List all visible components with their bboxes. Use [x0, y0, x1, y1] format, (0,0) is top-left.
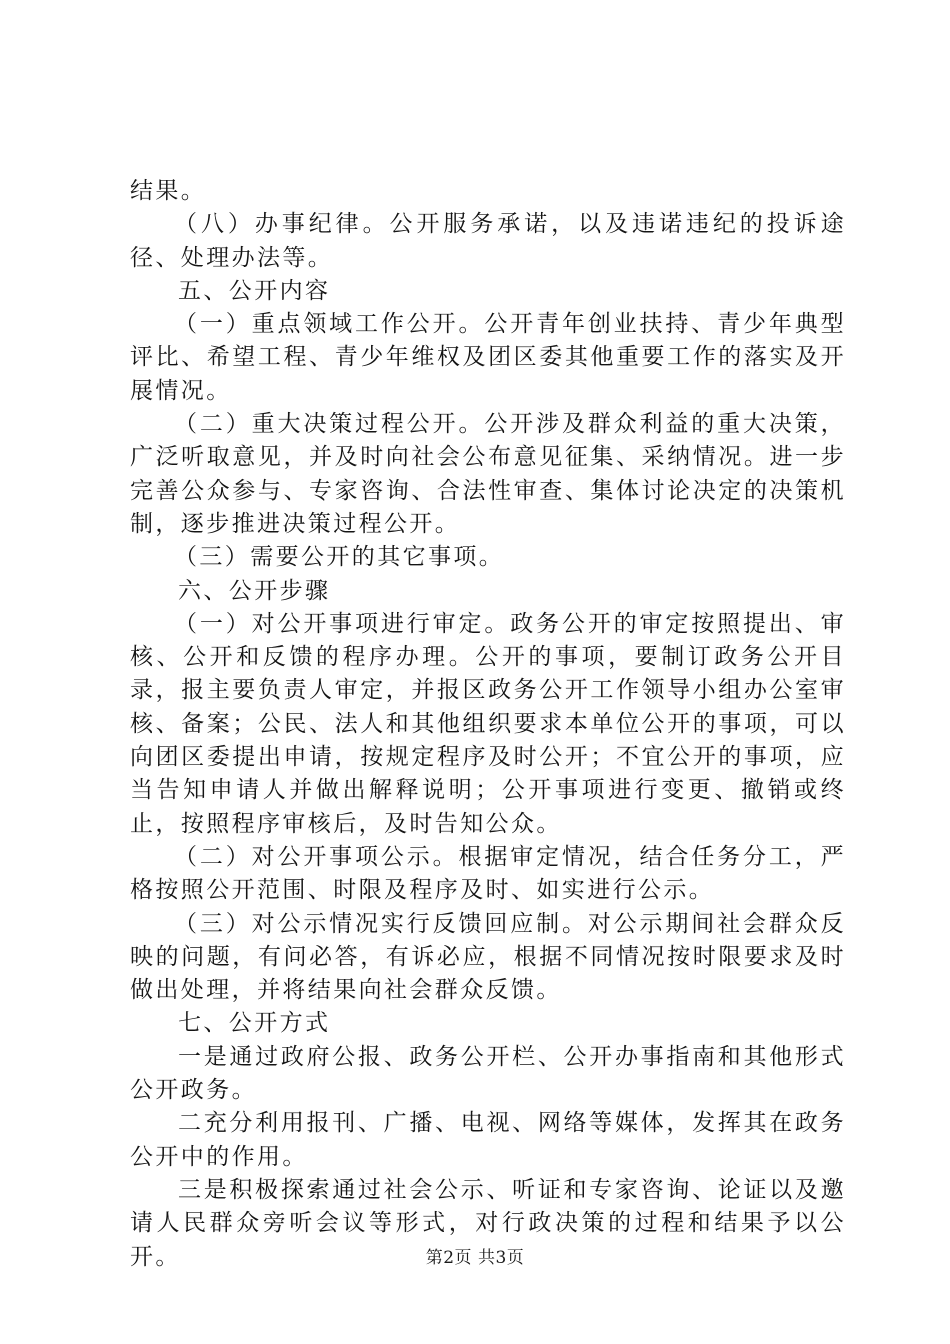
paragraph: （三）对公示情况实行反馈回应制。对公示期间社会群众反映的问题，有问必答，有诉必应，根据不同情况按时限要求及时做出处理，并将结果向社会群众反馈。	[130, 910, 846, 1004]
section-heading: 七、公开方式	[178, 1010, 331, 1037]
paragraph: 一是通过政府公报、政务公开栏、公开办事指南和其他形式公开政务。	[130, 1043, 846, 1104]
page-footer: 第2页 共3页	[425, 1248, 525, 1268]
paragraph: 三是积极探索通过社会公示、听证和专家咨询、论证以及邀请人民群众旁听会议等形式，对行政决策的过程和结果予以公开。	[130, 1176, 846, 1270]
paragraph: （八）办事纪律。公开服务承诺，以及违诺违纪的投诉途径、处理办法等。	[130, 211, 846, 271]
section-heading: 五、公开内容	[178, 277, 331, 304]
paragraph: （一）对公开事项进行审定。政务公开的审定按照提出、审核、公开和反馈的程序办理。公开的事项，要制订政务公开目录，报主要负责人审定，并报区政务公开工作领导小组办公室审核、备案；公民、法人和其他组织要求本单位公开的事项，可以向团区委提出申请，按规定程序及时公开；不宜公开的事项，应当告知申请人并做出解释说明；公开事项进行变更、撤销或终止，按照程序审核后，及时告知公众。	[130, 610, 846, 837]
section-heading: 六、公开步骤	[178, 577, 331, 604]
paragraph: （二）对公开事项公示。根据审定情况，结合任务分工，严格按照公开范围、时限及程序及时、如实进行公示。	[130, 843, 846, 904]
paragraph: （三）需要公开的其它事项。	[174, 544, 505, 571]
paragraph: （一）重点领域工作公开。公开青年创业扶持、青少年典型评比、希望工程、青少年维权及团区委其他重要工作的落实及开展情况。	[130, 311, 846, 404]
paragraph: 结果。	[130, 178, 207, 204]
paragraph: （二）重大决策过程公开。公开涉及群众利益的重大决策，广泛听取意见，并及时向社会公布意见征集、采纳情况。进一步完善公众参与、专家咨询、合法性审查、集体讨论决定的决策机制，逐步推进决策过程公开。	[130, 411, 846, 537]
paragraph: 二充分利用报刊、广播、电视、网络等媒体，发挥其在政务公开中的作用。	[130, 1110, 846, 1170]
document-body	[130, 175, 846, 1274]
